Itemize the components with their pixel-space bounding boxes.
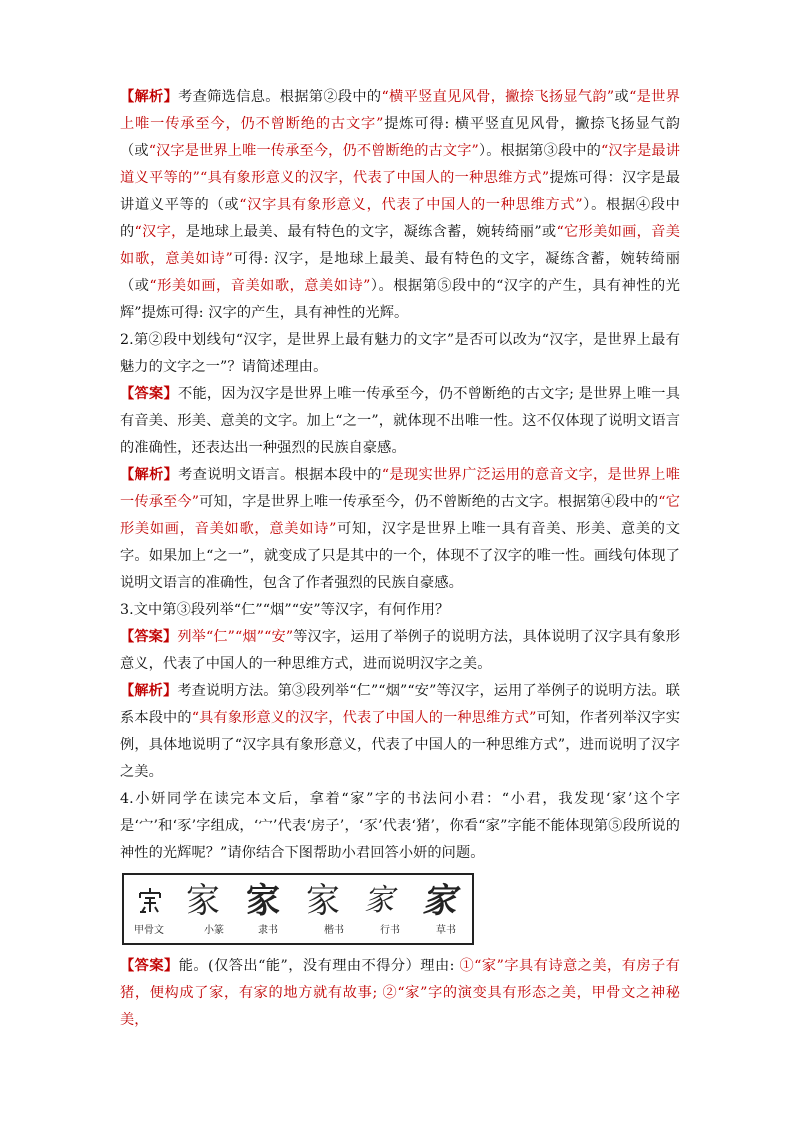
label-clerical: 隶书 (258, 925, 278, 936)
label-seal: 小篆 (204, 925, 224, 936)
answer-tag: 【答案】 (120, 629, 178, 645)
running-script-glyph: 家 (364, 883, 394, 918)
answer-3: 【答案】列举“仁”“烟”“安”等汉字，运用了举例子的说明方法，具体说明了汉字具有象形意义，代表了中国人的一种思维方式，进而说明汉字之美。 (120, 629, 681, 672)
regular-script-glyph: 家 (306, 881, 340, 921)
label-oracle-bone: 甲骨文 (134, 925, 164, 936)
label-running: 行书 (380, 925, 400, 936)
question-3: 3.文中第③段列举“仁”“烟”“安”等汉字，有何作用？ (120, 602, 450, 618)
question-4: 4.小妍同学在读完本文后，拿着“家”字的书法问小君：“小君，我发现‘家’这个字是‘宀’和‘豕’字组成，‘宀’代表‘房子’，‘豕’代表‘猪’，你看“家”字能不能体现第⑤段所说的神性的光辉呢？”请你结合下图帮助小君回答小妍的问题。 (120, 791, 680, 861)
answer-tag: 【答案】 (120, 958, 179, 974)
analysis-2: 【解析】考查说明文语言。根据本段中的“是现实世界广泛运用的意音文字，是世界上唯一传承至今”可知，字是世界上唯一传承至今，仍不曾断绝的古文字。根据第④段中的“它形美如画，音美如歌，意美如诗”可知，汉字是世界上唯一具有音美、形美、意美的文字。如果加上“之一”，就变成了只是其中的一个，体现不了汉字的唯一性。画线句体现了说明文语言的准确性，包含了作者强烈的民族自豪感。 (120, 467, 680, 591)
document-page (120, 84, 680, 1034)
calligraphy-figure (122, 873, 474, 945)
analysis-tag: 【解析】 (120, 89, 179, 105)
answer-2: 【答案】不能，因为汉字是世界上唯一传承至今，仍不曾断绝的古文字; 是世界上唯一具有音美、形美、意美的文字。加上“之一”，就体现不出唯一性。这不仅体现了说明文语言的准确性，还表达出一种强烈的民族自豪感。 (120, 386, 680, 456)
label-cursive: 草书 (436, 925, 456, 936)
analysis-tag: 【解析】 (120, 683, 178, 699)
analysis-3: 【解析】考查说明方法。第③段列举“仁”“烟”“安”等汉字，运用了举例子的说明方法。联系本段中的“具有象形意义的汉字，代表了中国人的一种思维方式”可知，作者列举汉字实例，具体地说明了“汉字具有象形意义，代表了中国人的一种思维方式”，进而说明了汉字之美。 (120, 683, 680, 780)
oracle-bone-glyph (136, 885, 164, 915)
answer-tag: 【答案】 (120, 386, 178, 402)
analysis-tag: 【解析】 (120, 467, 179, 483)
label-regular: 楷书 (324, 925, 344, 936)
clerical-script-glyph: 家 (246, 881, 280, 921)
question-2: 2.第②段中划线句“汉字，是世界上最有魅力的文字”是否可以改为“汉字，是世界上最有魅力的文字之一”？请简述理由。 (120, 332, 680, 375)
analysis-paragraph-1: 【解析】考查筛选信息。根据第②段中的“横平竖直见风骨，撇捺飞扬显气韵”或“是世界上唯一传承至今，仍不曾断绝的古文字”提炼可得: 横平竖直见风骨，撇捺飞扬显气韵（或“汉字是世界上唯一传承至今，仍不曾断绝的古文字”）。根据第③段中的“汉字是最讲道义平等的”“具有象形意义的汉字，代表了中国人的一种思维方式”提炼可得：汉字是最讲道义平等的（或“汉字具有象形意义，代表了中国人的一种思维方式”）。根据④段中的“汉字，是地球上最美、最有特色的文字，凝练含蓄，婉转绮丽”或“它形美如画，音美如歌，意美如诗”可得: 汉字，是地球上最美、最有特色的文字，凝练含蓄，婉转绮丽（或“形美如画，音美如歌，意美如诗”）。根据第⑤段中的“汉字的产生，具有神性的光辉”提炼可得: 汉字的产生，具有神性的光辉。 (120, 89, 681, 321)
seal-script-glyph: 家 (186, 881, 220, 921)
answer-4: 【答案】能。(仅答出“能”，没有理由不得分）理由: ①“家”字具有诗意之美，有房子有猪，便构成了家，有家的地方就有故事; ②“家”字的演变具有形态之美，甲骨文之神秘美， (120, 958, 680, 1028)
cursive-script-glyph: 家 (422, 881, 456, 921)
